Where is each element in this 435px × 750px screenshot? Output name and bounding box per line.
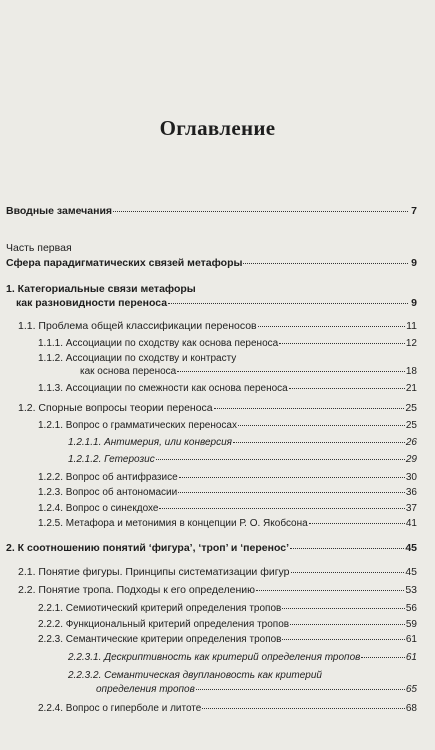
toc-entry-text: 1.1.2. Ассоциации по сходству и контрасту	[38, 353, 237, 364]
toc-entry[interactable]	[6, 542, 417, 554]
toc-entry[interactable]	[18, 584, 417, 596]
toc-page-number: 36	[405, 487, 417, 498]
toc-entry[interactable]	[38, 472, 417, 484]
toc-entry-text: 1.1.3. Ассоциации по смежности как основа переноса	[38, 383, 288, 394]
toc-leader	[179, 477, 405, 478]
toc-entry-text: 2.2.3.2. Семантическая двуплановость как критерий	[68, 670, 322, 681]
toc-entry[interactable]	[38, 619, 417, 631]
toc-page-number: 9	[411, 257, 417, 269]
toc-entry[interactable]	[96, 684, 417, 696]
toc-page-number: 12	[405, 338, 417, 349]
toc-entry[interactable]	[18, 320, 417, 332]
toc-page-number: 45	[405, 542, 417, 554]
toc-page-number: 11	[406, 320, 417, 332]
toc-page-number: 30	[405, 472, 417, 483]
toc-leader	[202, 708, 405, 709]
toc-page-number: 25	[405, 402, 417, 414]
toc-entry-text: 1.1. Проблема общей классификации переносов	[18, 320, 257, 332]
toc-leader	[279, 343, 405, 344]
part-heading: Часть первая	[6, 242, 72, 254]
toc-leader	[256, 590, 404, 591]
toc-leader	[290, 624, 405, 625]
toc-leader	[113, 211, 408, 212]
toc-entry-text: 2. К соотношению понятий ‘фигура’, ‘троп’ и ‘перенос’	[6, 542, 289, 554]
toc-leader	[178, 492, 405, 493]
toc-entry-text: 1.1.1. Ассоциации по сходству как основа переноса	[38, 338, 279, 349]
toc-entry-text: как основа переноса	[80, 366, 177, 377]
toc-leader	[243, 263, 408, 264]
toc-entry[interactable]	[38, 634, 417, 646]
toc-entry[interactable]	[68, 437, 417, 449]
toc-entry-text: определения тропов	[96, 684, 195, 695]
toc-entry[interactable]	[38, 518, 417, 530]
toc-page-number: 37	[405, 503, 417, 514]
toc-leader	[309, 523, 405, 524]
toc-leader	[159, 508, 404, 509]
toc-page-number: 65	[405, 684, 417, 695]
toc-entry[interactable]	[38, 383, 417, 395]
toc-entry[interactable]	[6, 257, 417, 269]
toc-page-number: 68	[405, 703, 417, 714]
toc-entry-text: 2.1. Понятие фигуры. Принципы систематизации фигур	[18, 566, 290, 578]
toc-page-number: 25	[405, 420, 417, 431]
toc-entry-text: 1.2.5. Метафора и метонимия в концепции Р. О. Якобсона	[38, 518, 308, 529]
toc-leader	[233, 442, 405, 443]
toc-page-number: 18	[405, 366, 417, 377]
toc-leader	[282, 639, 404, 640]
toc-leader	[282, 608, 405, 609]
toc-leader	[168, 303, 408, 304]
toc-entry-text: 1.2. Спорные вопросы теории переноса	[18, 402, 213, 414]
toc-entry-text: 2.2.3. Семантические критерии определения тропов	[38, 634, 282, 645]
toc-entry[interactable]	[68, 652, 417, 664]
toc-entry-text: 1.2.1. Вопрос о грамматических переносах	[38, 420, 237, 431]
toc-entry[interactable]	[38, 420, 417, 432]
toc-page-number: 56	[405, 603, 417, 614]
toc-entry[interactable]	[18, 566, 417, 578]
toc-page-number: 59	[405, 619, 417, 630]
toc-page-number: 45	[405, 566, 417, 578]
toc-entry[interactable]	[38, 603, 417, 615]
toc-entry-text: 1.2.4. Вопрос о синекдохе	[38, 503, 159, 514]
toc-entry-text: 2.2.4. Вопрос о гиперболе и литоте	[38, 703, 202, 714]
toc-leader	[291, 572, 405, 573]
toc-leader	[238, 425, 405, 426]
toc-entry-text: 1.2.3. Вопрос об антономасии	[38, 487, 178, 498]
toc-entry-text: 2.2.1. Семиотический критерий определения тропов	[38, 603, 282, 614]
toc-entry-text: 1.2.1.2. Гетерозис	[68, 454, 155, 465]
toc-entry[interactable]	[68, 454, 417, 466]
toc-entry-text: 2.2.3.1. Дескриптивность как критерий определения тропов	[68, 652, 361, 663]
toc-page-number: 61	[405, 634, 417, 645]
toc-entry-text: Вводные замечания	[6, 205, 113, 217]
toc-page-number: 29	[405, 454, 417, 465]
toc-entry[interactable]	[6, 205, 417, 217]
toc-leader	[361, 657, 405, 658]
chapter-heading: 1. Категориальные связи метафоры	[6, 283, 196, 295]
toc-leader	[177, 371, 405, 372]
toc-leader	[290, 548, 404, 549]
toc-entry-text: Сфера парадигматических связей метафоры	[6, 257, 243, 269]
toc-page-number: 53	[405, 584, 417, 596]
toc-entry-text: как разновидности переноса	[16, 297, 168, 309]
toc-entry-text: 1.2.2. Вопрос об антифразисе	[38, 472, 178, 483]
toc-leader	[156, 459, 405, 460]
toc-entry-text: 2.2. Понятие тропа. Подходы к его определению	[18, 584, 255, 596]
page-title: Оглавление	[159, 116, 276, 140]
toc-page-number: 9	[411, 297, 417, 309]
toc-entry[interactable]	[38, 703, 417, 715]
toc-leader	[196, 689, 405, 690]
toc-leader	[214, 408, 405, 409]
toc-entry[interactable]	[38, 503, 417, 515]
toc-entry[interactable]	[18, 402, 417, 414]
toc-leader	[258, 326, 405, 327]
toc-entry[interactable]	[38, 338, 417, 350]
toc-page-number: 61	[405, 652, 417, 663]
toc-page-number: 41	[405, 518, 417, 529]
toc-entry[interactable]	[16, 297, 417, 309]
toc-page-number: 7	[411, 205, 417, 217]
toc-entry[interactable]	[38, 487, 417, 499]
toc-entry-text: 2.2.2. Функциональный критерий определения тропов	[38, 619, 290, 630]
toc-entry-text: 1.2.1.1. Антимерия, или конверсия	[68, 437, 232, 448]
toc-page-number: 26	[405, 437, 417, 448]
toc-page-number: 21	[405, 383, 417, 394]
toc-entry[interactable]	[80, 366, 417, 378]
toc-leader	[289, 388, 405, 389]
